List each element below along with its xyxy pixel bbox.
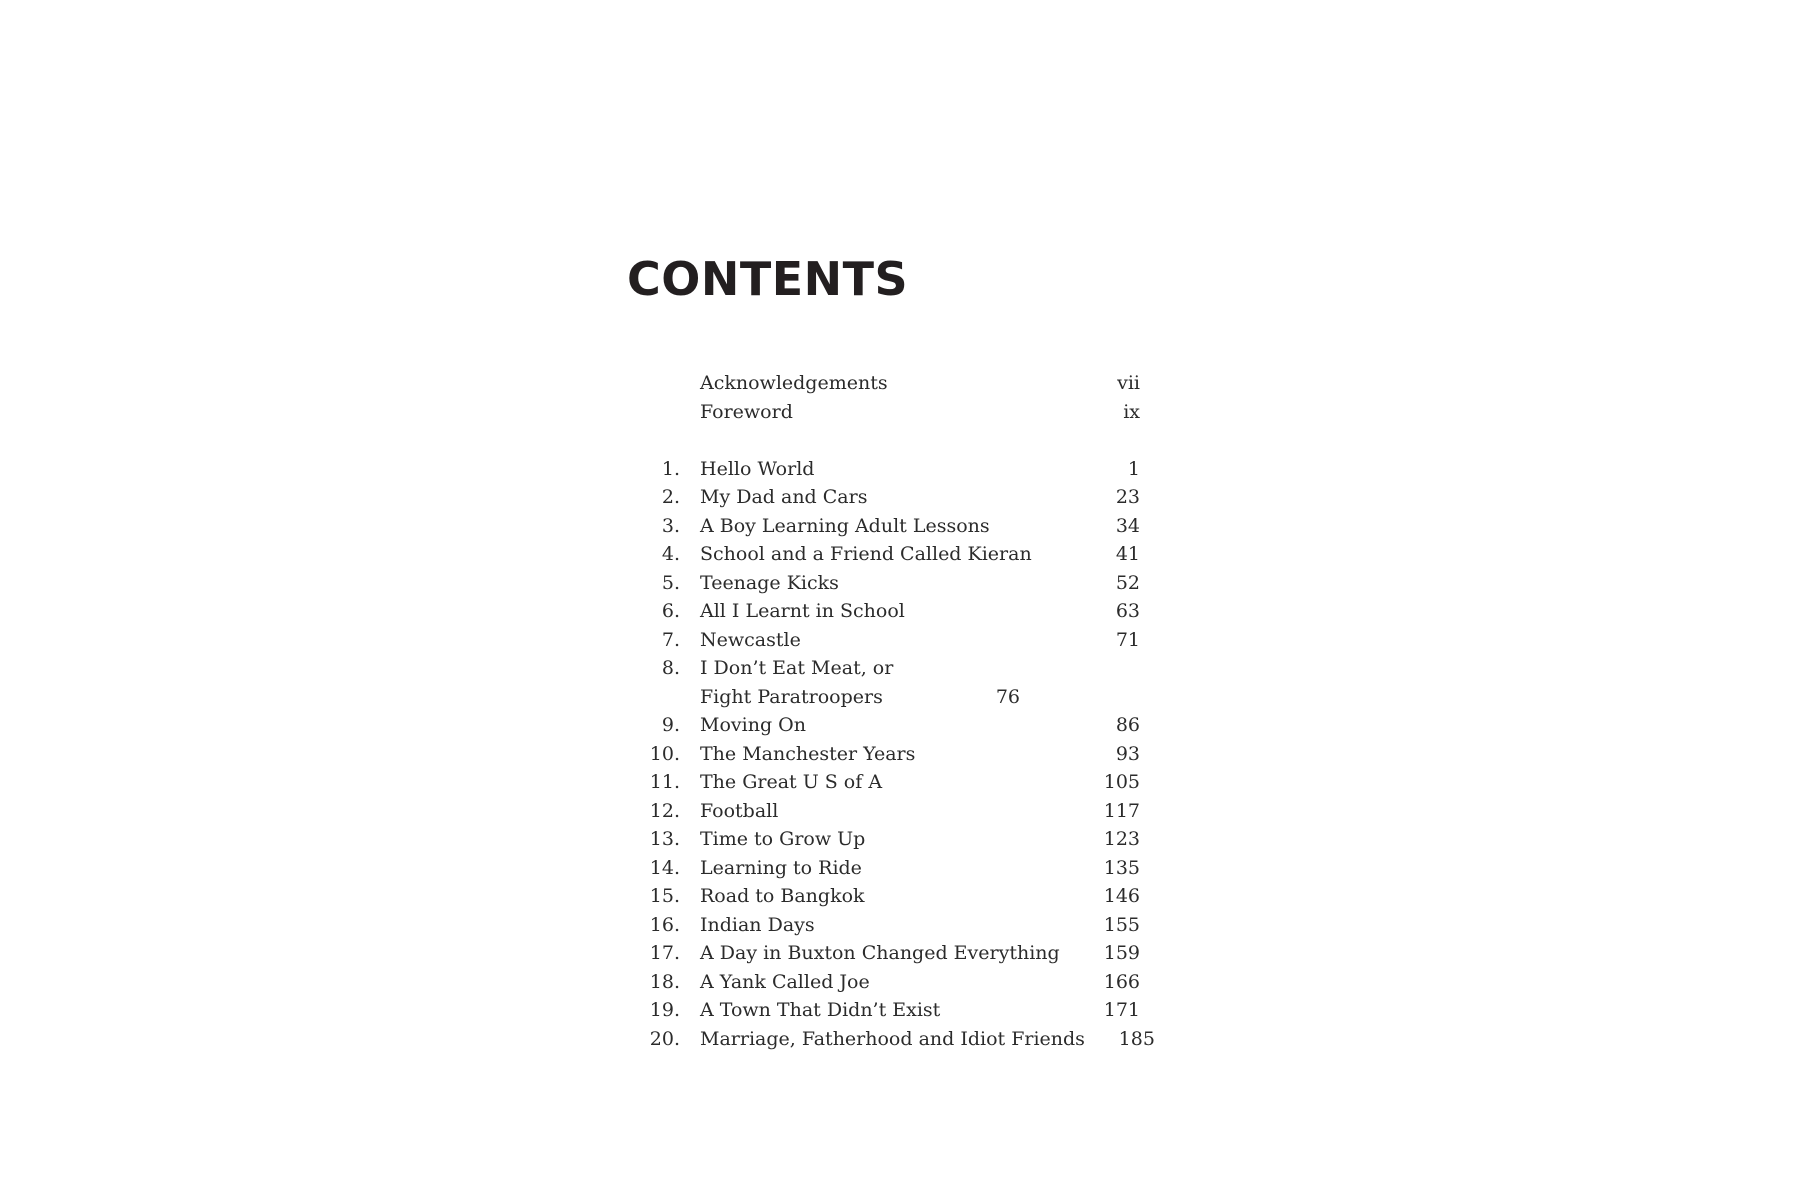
toc-entry-number: 11. [649, 771, 680, 793]
toc-entry-page: 166 [1103, 970, 1140, 993]
toc-entry-page: ix [1123, 400, 1140, 423]
toc-entry-chapter [620, 455, 1140, 484]
toc-entry-number: 5. [661, 571, 680, 594]
toc-entry-page: 117 [1103, 799, 1140, 822]
toc-entry-chapter [620, 882, 1140, 911]
toc-entry-page: 34 [1115, 514, 1140, 537]
toc-entry-chapter [620, 939, 1140, 968]
toc-entry-page: 71 [1115, 628, 1140, 651]
toc-entry-page: 1 [1127, 457, 1140, 480]
toc-entry-title: Football [700, 799, 779, 822]
toc-entry-chapter [620, 740, 1140, 769]
toc-entry-foreword [620, 398, 1140, 427]
toc-entry-number: 16. [649, 913, 680, 936]
toc-entry-title: Hello World [700, 457, 815, 480]
toc-entry-title: All I Learnt in School [700, 600, 905, 622]
toc-entry-number: 7. [661, 628, 680, 651]
toc-entry-page: vii [1117, 372, 1140, 394]
toc-entry-title: Marriage, Fatherhood and Idiot Friends [700, 1027, 1085, 1050]
toc-entry-chapter [620, 768, 1140, 797]
toc-entry-title: A Day in Buxton Changed Everything [700, 942, 1060, 964]
toc-entry-number: 14. [649, 856, 680, 879]
toc-entry-title: Foreword [700, 400, 793, 423]
toc-entry-number: 2. [661, 486, 680, 508]
toc-entry-chapter [620, 626, 1140, 655]
toc-entry-page: 105 [1103, 771, 1140, 793]
toc-entry-number: 17. [649, 942, 680, 964]
toc-entry-page: 23 [1115, 486, 1140, 508]
toc-entry-title: Time to Grow Up [700, 828, 866, 850]
toc-entry-title: Moving On [700, 714, 806, 736]
toc-entry-chapter [620, 911, 1140, 940]
toc-entry-number: 18. [649, 970, 680, 993]
toc-entry-page: 123 [1103, 828, 1140, 850]
toc-entry-number: 13. [649, 828, 680, 850]
toc-entry-chapter [620, 797, 1140, 826]
toc-entry-page: 86 [1115, 714, 1140, 736]
toc-entry-acknowledgements [620, 369, 1140, 398]
toc-entry-chapter [620, 569, 1140, 598]
toc-entry-number: 6. [661, 600, 680, 622]
toc-entry-title: Learning to Ride [700, 856, 862, 879]
toc-entry-page: 135 [1103, 856, 1140, 879]
toc-entry-chapter [620, 996, 1140, 1025]
toc-entry-number: 20. [649, 1027, 680, 1050]
toc-entry-number: 1. [661, 457, 680, 480]
toc-entry-page: 185 [1118, 1027, 1155, 1050]
toc-entry-page: 63 [1115, 600, 1140, 622]
toc-entry-chapter [620, 654, 1140, 711]
toc-entry-chapter [620, 711, 1140, 740]
toc-entry-page: 93 [1115, 742, 1140, 765]
toc-entry-chapter [620, 483, 1140, 512]
toc-entry-title: A Yank Called Joe [700, 970, 870, 993]
toc-entry-page: 171 [1103, 999, 1140, 1021]
toc-entry-title: The Manchester Years [700, 742, 916, 765]
page-title: CONTENTS [627, 252, 909, 306]
toc-entry-page: 76 [995, 685, 1020, 708]
toc-entry-chapter [620, 512, 1140, 541]
toc-entry-title: Teenage Kicks [700, 571, 839, 594]
toc-entry-number: 15. [649, 885, 680, 907]
toc-entry-number: 8. [661, 657, 680, 679]
toc-entry-title: A Town That Didn’t Exist [700, 999, 941, 1021]
toc-entry-page: 41 [1115, 543, 1140, 565]
toc-entry-chapter [620, 540, 1140, 569]
toc-entry-number: 4. [661, 543, 680, 565]
toc-entry-chapter [620, 854, 1140, 883]
toc-entry-chapter [620, 968, 1140, 997]
toc-entry-title: A Boy Learning Adult Lessons [700, 514, 990, 537]
toc-entry-number: 9. [661, 714, 680, 736]
toc-entry-number: 10. [649, 742, 680, 765]
toc-entry-chapter [620, 825, 1140, 854]
toc-entry-page: 146 [1103, 885, 1140, 907]
toc-entry-title: Road to Bangkok [700, 885, 865, 907]
toc-entry-title: Acknowledgements [700, 372, 888, 394]
toc-entry-chapter [620, 597, 1140, 626]
toc-entry-chapter [620, 1025, 1155, 1054]
toc-entry-page: 155 [1103, 913, 1140, 936]
toc-entry-title: The Great U S of A [700, 771, 883, 793]
toc-entry-number: 19. [649, 999, 680, 1021]
toc-entry-title: I Don’t Eat Meat, or Fight Paratroopers [700, 657, 894, 708]
toc-entry-number: 12. [649, 799, 680, 822]
toc-entry-page: 52 [1115, 571, 1140, 594]
toc-spacer [620, 426, 1140, 455]
toc-entry-title: Newcastle [700, 628, 801, 651]
toc-entry-title: My Dad and Cars [700, 486, 868, 508]
toc-entry-title: Indian Days [700, 913, 815, 936]
table-of-contents [620, 369, 1155, 1053]
toc-entry-page: 159 [1103, 942, 1140, 964]
toc-entry-title: School and a Friend Called Kieran [700, 543, 1032, 565]
toc-entry-number: 3. [661, 514, 680, 537]
